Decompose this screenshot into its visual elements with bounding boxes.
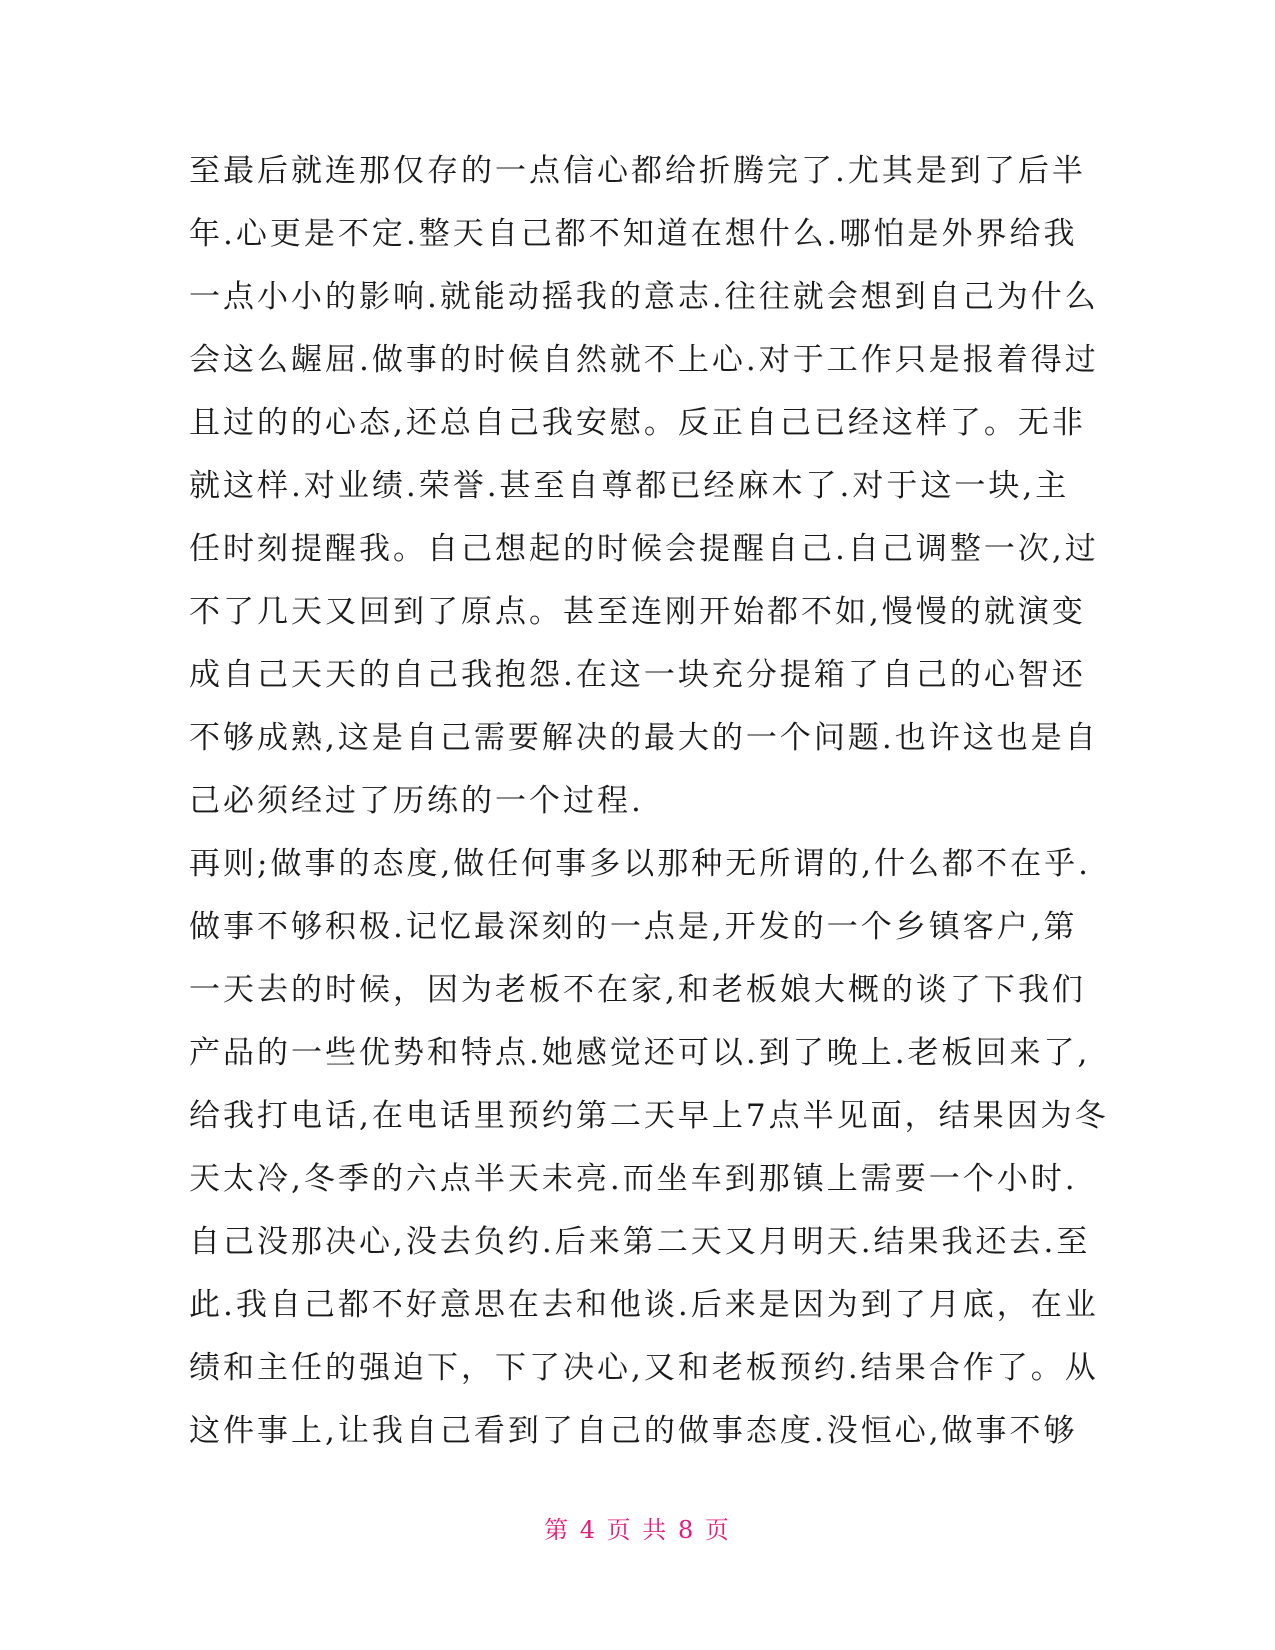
- text-line: 任时刻提醒我。自己想起的时候会提醒自己.自己调整一次,过: [189, 531, 1099, 567]
- text-line: 再则;做事的态度,做任何事多以那种无所谓的,什么都不在乎.: [189, 846, 1092, 882]
- text-line: 一天去的时候，因为老板不在家,和老板娘大概的谈了下我们: [189, 972, 1086, 1008]
- body-text: [189, 140, 1109, 1463]
- text-line: 绩和主任的强迫下，下了决心,又和老板预约.结果合作了。从: [189, 1350, 1099, 1386]
- text-line: 不够成熟,这是自己需要解决的最大的一个问题.也许这也是自: [189, 720, 1099, 756]
- text-line: 不了几天又回到了原点。甚至连刚开始都不如,慢慢的就演变: [189, 594, 1086, 630]
- text-line: 一点小小的影响.就能动摇我的意志.往往就会想到自己为什么: [189, 279, 1099, 315]
- text-line: 就这样.对业绩.荣誉.甚至自尊都已经麻木了.对于这一块,主: [189, 468, 1070, 504]
- text-line: 给我打电话,在电话里预约第二天早上7点半见面，结果因为冬: [189, 1098, 1109, 1134]
- text-line: 成自己天天的自己我抱怨.在这一块充分提箱了自己的心智还: [189, 657, 1086, 693]
- text-line: 自己没那决心,没去负约.后来第二天又月明天.结果我还去.至: [189, 1224, 1091, 1260]
- text-line: 且过的的心态,还总自己我安慰。反正自己已经这样了。无非: [189, 405, 1086, 441]
- text-line: 天太冷,冬季的六点半天未亮.而坐车到那镇上需要一个小时.: [189, 1161, 1078, 1197]
- text-line: 至最后就连那仅存的一点信心都给折腾完了.尤其是到了后半: [189, 153, 1086, 189]
- text-line: 此.我自己都不好意思在去和他谈.后来是因为到了月底，在业: [189, 1287, 1099, 1323]
- page-number-footer: 第 4 页 共 8 页: [544, 1516, 731, 1544]
- text-line: 年.心更是不定.整天自己都不知道在想什么.哪怕是外界给我: [189, 216, 1078, 252]
- text-line: 会这么龌屈.做事的时候自然就不上心.对于工作只是报着得过: [189, 342, 1099, 378]
- text-line: 产品的一些优势和特点.她感觉还可以.到了晚上.老板回来了,: [189, 1035, 1091, 1071]
- text-line: 做事不够积极.记忆最深刻的一点是,开发的一个乡镇客户,第: [189, 909, 1078, 945]
- text-line: 这件事上,让我自己看到了自己的做事态度.没恒心,做事不够: [189, 1413, 1078, 1449]
- text-line: 己必须经过了历练的一个过程.: [189, 783, 644, 819]
